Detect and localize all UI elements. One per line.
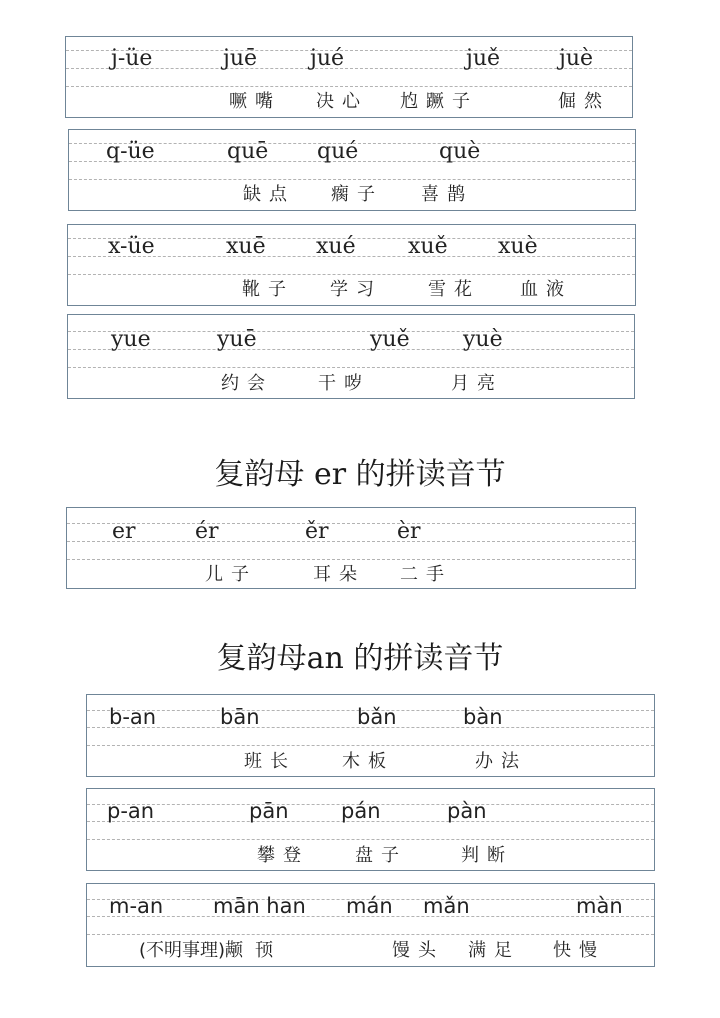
guide-line	[69, 179, 635, 180]
syllable: juē	[223, 46, 258, 71]
syllable: xuě	[408, 234, 448, 259]
syllable: bǎn	[357, 705, 397, 729]
guide-line	[87, 745, 654, 746]
syllable: quē	[227, 139, 269, 164]
guide-line	[68, 331, 634, 332]
syllable: mān han	[213, 894, 306, 918]
syllable: mǎn	[423, 894, 470, 918]
guide-line	[67, 523, 635, 524]
example-word: 耳朵	[313, 564, 365, 585]
syllable: pān	[249, 799, 289, 823]
section-title-an: 复韵母an 的拼读音节	[216, 641, 504, 676]
syllable-box-yue	[67, 314, 635, 399]
example-word: 攀登	[257, 845, 309, 866]
syllable: mán	[346, 894, 393, 918]
syllable-box-p-an	[86, 788, 655, 871]
syllable: juě	[466, 46, 501, 71]
example-word: (不明事理)颟顸	[139, 940, 286, 961]
guide-line	[68, 367, 634, 368]
syllable: yuē	[217, 327, 257, 352]
guide-line	[66, 86, 632, 87]
example-word: 学习	[330, 279, 382, 300]
syllable: èr	[397, 519, 421, 544]
example-word: 约会	[221, 373, 273, 394]
example-word: 班长	[244, 751, 296, 772]
example-word: 二手	[400, 564, 452, 585]
syllable-box-b-an	[86, 694, 655, 777]
syllable-box-m-an	[86, 883, 655, 967]
guide-line	[87, 934, 654, 935]
syllable: pàn	[447, 799, 487, 823]
initial-label: p-an	[107, 799, 155, 823]
syllable-box-j-ue	[65, 36, 633, 118]
example-word: 尥蹶子	[400, 91, 478, 112]
initial-label: yue	[111, 327, 151, 352]
example-word: 馒头	[392, 940, 444, 961]
guide-line	[68, 349, 634, 350]
example-word: 缺点	[243, 184, 295, 205]
syllable: juè	[559, 46, 594, 71]
example-word: 决心	[316, 91, 368, 112]
syllable: yuě	[370, 327, 410, 352]
syllable: màn	[576, 894, 623, 918]
guide-line	[67, 559, 635, 560]
syllable: ér	[195, 519, 219, 544]
example-word: 雪花	[428, 279, 480, 300]
example-word: 月亮	[451, 373, 503, 394]
syllable: bān	[220, 705, 260, 729]
example-word: 满足	[468, 940, 520, 961]
example-word: 儿子	[205, 564, 257, 585]
example-word: 盘子	[355, 845, 407, 866]
syllable: xuē	[226, 234, 266, 259]
syllable: jué	[310, 46, 345, 71]
example-word: 快慢	[553, 940, 605, 961]
example-word: 瘸子	[331, 184, 383, 205]
example-word: 判断	[461, 845, 513, 866]
example-word: 血液	[520, 279, 572, 300]
syllable: qué	[317, 139, 359, 164]
initial-label: j-üe	[111, 46, 153, 71]
example-word: 木板	[342, 751, 394, 772]
syllable: què	[439, 139, 481, 164]
syllable-box-er	[66, 507, 636, 589]
syllable: xuè	[498, 234, 538, 259]
syllable: yuè	[463, 327, 503, 352]
initial-label: q-üe	[106, 139, 155, 164]
example-word: 喜鹊	[421, 184, 473, 205]
guide-line	[68, 274, 635, 275]
syllable: ěr	[305, 519, 329, 544]
example-word: 倔然	[558, 91, 610, 112]
syllable-box-q-ue	[68, 129, 636, 211]
section-title-er: 复韵母 er 的拼读音节	[214, 457, 506, 492]
example-word: 办法	[475, 751, 527, 772]
guide-line	[87, 839, 654, 840]
syllable-box-x-ue	[67, 224, 636, 306]
example-word: 干哕	[318, 373, 370, 394]
example-word: 靴子	[242, 279, 294, 300]
initial-label: b-an	[109, 705, 157, 729]
initial-label: m-an	[109, 894, 164, 918]
syllable: pán	[341, 799, 381, 823]
example-word: 噘嘴	[229, 91, 281, 112]
initial-label: x-üe	[108, 234, 155, 259]
guide-line	[67, 541, 635, 542]
syllable: xué	[316, 234, 356, 259]
initial-label: er	[112, 519, 136, 544]
syllable: bàn	[463, 705, 503, 729]
